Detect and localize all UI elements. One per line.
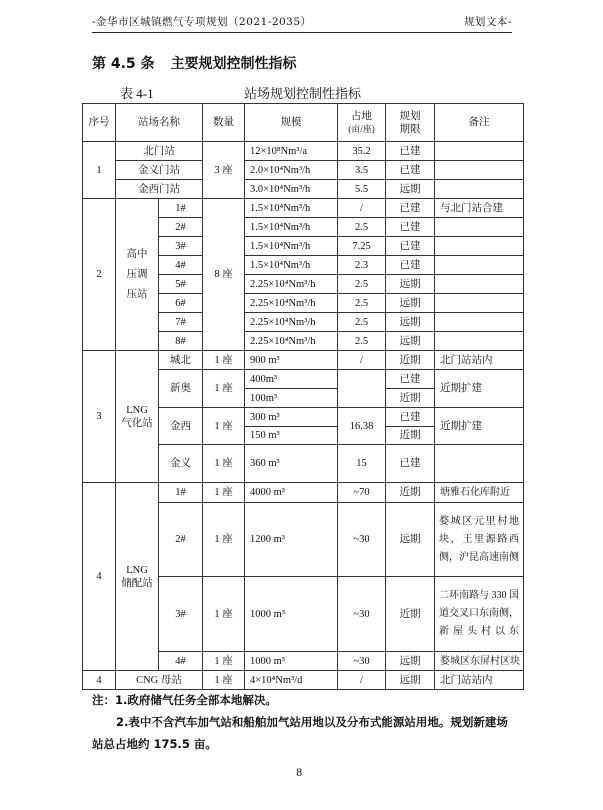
table-row xyxy=(83,180,524,199)
cell-qty: 1 座 xyxy=(203,652,245,671)
col-header: 数量 xyxy=(203,104,245,142)
cell-area: 2.5 xyxy=(338,275,386,294)
cell-scale: 100m³ xyxy=(245,389,338,408)
cell-name: 金义 xyxy=(159,445,203,483)
note-1: 注：1.政府储气任务全部本地解决。 xyxy=(92,693,277,707)
cell-remark xyxy=(435,294,524,313)
cell-scale: 2.25×10⁴Nm³/h xyxy=(245,313,338,332)
cell-area: 2.5 xyxy=(338,218,386,237)
running-header xyxy=(92,14,512,33)
cell-scale: 12×10⁸Nm³/a xyxy=(245,142,338,161)
cell-remark: 北门站站内 xyxy=(435,671,524,690)
cell-period: 远期 xyxy=(386,671,435,690)
cell-no: 2 xyxy=(83,199,116,351)
cell-scale: 4×10⁴Nm³/d xyxy=(245,671,338,690)
cell-scale: 1000 m³ xyxy=(245,577,338,652)
cell-scale: 1.5×10⁴Nm³/h xyxy=(245,256,338,275)
cell-qty: 1 座 xyxy=(203,370,245,408)
table-title: 站场规划控制性指标 xyxy=(244,86,362,101)
cell-qty: 1 座 xyxy=(203,445,245,483)
table-row xyxy=(83,351,524,370)
cell-qty: 1 座 xyxy=(203,503,245,577)
cell-id: 5# xyxy=(159,275,203,294)
cell-remark xyxy=(435,445,524,483)
cell-name: CNG 母站 xyxy=(116,671,203,690)
cell-qty: 1 座 xyxy=(203,351,245,370)
cell-area: 3.5 xyxy=(338,161,386,180)
cell-scale: 1200 m³ xyxy=(245,503,338,577)
cell-area: ~70 xyxy=(338,483,386,503)
cell-remark xyxy=(435,256,524,275)
cell-period: 远期 xyxy=(386,313,435,332)
cell-period: 远期 xyxy=(386,503,435,577)
col-header: 序号 xyxy=(83,104,116,142)
cell-id: 1# xyxy=(159,483,203,503)
cell-scale: 1.5×10⁴Nm³/h xyxy=(245,218,338,237)
cell-id: 3# xyxy=(159,577,203,652)
cell-name: 北门站 xyxy=(116,142,203,161)
cell-scale: 1000 m³ xyxy=(245,652,338,671)
table-row xyxy=(83,161,524,180)
header-title: -金华市区城镇燃气专项规划（2021-2035） xyxy=(92,16,312,28)
table-row xyxy=(83,142,524,161)
cell-id: 2# xyxy=(159,503,203,577)
cell-qty: 3 座 xyxy=(203,142,245,199)
cell-remark: 近期扩建 xyxy=(435,370,524,408)
cell-period: 远期 xyxy=(386,275,435,294)
note-2: 2.表中不含汽车加气站和船舶加气站用地以及分布式能源站用地。规划新建场站总占地约 175.5 亩。 xyxy=(92,715,508,751)
cell-remark xyxy=(435,237,524,256)
cell-qty: 1 座 xyxy=(203,577,245,652)
cell-remark xyxy=(435,275,524,294)
cell-area xyxy=(338,370,386,408)
cell-name: 金义门站 xyxy=(116,161,203,180)
cell-remark xyxy=(435,218,524,237)
col-header: 站场名称 xyxy=(116,104,203,142)
cell-qty: 1 座 xyxy=(203,483,245,503)
cell-scale: 2.25×10⁴Nm³/h xyxy=(245,332,338,351)
cell-id: 7# xyxy=(159,313,203,332)
cell-remark: 塘雅石化库附近 xyxy=(435,483,524,503)
cell-id: 6# xyxy=(159,294,203,313)
page-number: 8 xyxy=(296,768,303,779)
cell-id: 4# xyxy=(159,652,203,671)
cell-scale: 360 m³ xyxy=(245,445,338,483)
cell-area: 5.5 xyxy=(338,180,386,199)
cell-scale: 900 m³ xyxy=(245,351,338,370)
cell-id: 8# xyxy=(159,332,203,351)
cell-scale: 2.25×10⁴Nm³/h xyxy=(245,275,338,294)
cell-period: 近期 xyxy=(386,351,435,370)
col-header: 规模 xyxy=(245,104,338,142)
cell-period: 已建 xyxy=(386,445,435,483)
cell-name: 城北 xyxy=(159,351,203,370)
cell-scale: 3.0×10⁴Nm³/h xyxy=(245,180,338,199)
cell-remark: 婺城区元里村地块，王里源路西侧，沪昆高速南侧 xyxy=(435,503,524,577)
station-table xyxy=(82,103,524,690)
regulator-station-rows xyxy=(83,199,524,351)
cell-scale: 1.5×10⁴Nm³/h xyxy=(245,237,338,256)
cell-period: 近期 xyxy=(386,483,435,503)
cell-no: 4 xyxy=(83,671,116,690)
cell-area: 15 xyxy=(338,445,386,483)
cell-period: 远期 xyxy=(386,180,435,199)
cell-scale: 1.5×10⁴Nm³/h xyxy=(245,199,338,218)
section-heading xyxy=(92,53,297,73)
cell-remark xyxy=(435,161,524,180)
cell-scale: 4000 m³ xyxy=(245,483,338,503)
cell-no: 1 xyxy=(83,142,116,199)
cell-remark xyxy=(435,180,524,199)
col-header: 备注 xyxy=(435,104,524,142)
cell-area: / xyxy=(338,351,386,370)
cell-period: 远期 xyxy=(386,652,435,671)
cell-area: / xyxy=(338,671,386,690)
cell-remark: 二环南路与 330 国道交叉口东南侧，新屋头村以东 xyxy=(435,577,524,652)
cell-area: 2.5 xyxy=(338,294,386,313)
cell-no: 3 xyxy=(83,351,116,483)
cell-remark: 近期扩建 xyxy=(435,408,524,445)
table-row xyxy=(83,483,524,503)
cell-period: 已建 xyxy=(386,370,435,389)
cell-qty: 1 座 xyxy=(203,408,245,445)
col-header: 占地 (亩/座) xyxy=(338,104,386,142)
cell-id: 2# xyxy=(159,218,203,237)
cell-area: 16.38 xyxy=(338,408,386,445)
cell-type: 高中压调压站 xyxy=(116,199,159,351)
cell-remark: 婺城区东屏村区块 xyxy=(435,652,524,671)
section-title: 主要规划控制性指标 xyxy=(170,56,297,72)
cell-id: 4# xyxy=(159,256,203,275)
table-row xyxy=(83,671,524,690)
cell-period: 已建 xyxy=(386,199,435,218)
table-number: 表 4-1 xyxy=(120,86,154,101)
cell-period: 近期 xyxy=(386,427,435,445)
cell-remark xyxy=(435,142,524,161)
cell-id: 3# xyxy=(159,237,203,256)
table-notes xyxy=(92,689,512,755)
cell-scale: 400m³ xyxy=(245,370,338,389)
col-header: 规划 期限 xyxy=(386,104,435,142)
cell-type: LNG 气化站 xyxy=(116,351,159,483)
cell-area: / xyxy=(338,199,386,218)
table-header-row xyxy=(83,104,524,142)
cell-area: ~30 xyxy=(338,577,386,652)
cell-area: 35.2 xyxy=(338,142,386,161)
cell-period: 已建 xyxy=(386,256,435,275)
cell-area: 2.5 xyxy=(338,332,386,351)
cell-name: 新奥 xyxy=(159,370,203,408)
cell-type: LNG 储配站 xyxy=(116,483,159,671)
cell-remark xyxy=(435,313,524,332)
cell-period: 近期 xyxy=(386,577,435,652)
cell-remark: 北门站站内 xyxy=(435,351,524,370)
cell-qty: 8 座 xyxy=(203,199,245,351)
table-row xyxy=(83,199,524,218)
cell-scale: 150 m³ xyxy=(245,427,338,445)
cell-no: 4 xyxy=(83,483,116,671)
cell-id: 1# xyxy=(159,199,203,218)
cell-period: 近期 xyxy=(386,389,435,408)
storage-station-rows xyxy=(83,483,524,671)
cell-remark: 与北门站合建 xyxy=(435,199,524,218)
cell-scale: 300 m³ xyxy=(245,408,338,427)
cell-area: ~30 xyxy=(338,652,386,671)
cell-remark xyxy=(435,332,524,351)
cell-name: 金西 xyxy=(159,408,203,445)
cell-period: 远期 xyxy=(386,294,435,313)
cell-period: 远期 xyxy=(386,332,435,351)
cell-name: 金西门站 xyxy=(116,180,203,199)
cell-area: ~30 xyxy=(338,503,386,577)
cell-area: 7.25 xyxy=(338,237,386,256)
cell-area: 2.3 xyxy=(338,256,386,275)
section-number: 第 4.5 条 xyxy=(92,56,155,72)
cell-period: 已建 xyxy=(386,142,435,161)
cell-scale: 2.0×10⁴Nm³/h xyxy=(245,161,338,180)
cell-period: 已建 xyxy=(386,218,435,237)
cell-period: 已建 xyxy=(386,237,435,256)
cell-scale: 2.25×10⁴Nm³/h xyxy=(245,294,338,313)
cell-period: 已建 xyxy=(386,161,435,180)
cell-area: 2.5 xyxy=(338,313,386,332)
header-section: 规划文本- xyxy=(463,16,512,28)
cell-qty: 1 座 xyxy=(203,671,245,690)
cell-period: 已建 xyxy=(386,408,435,427)
